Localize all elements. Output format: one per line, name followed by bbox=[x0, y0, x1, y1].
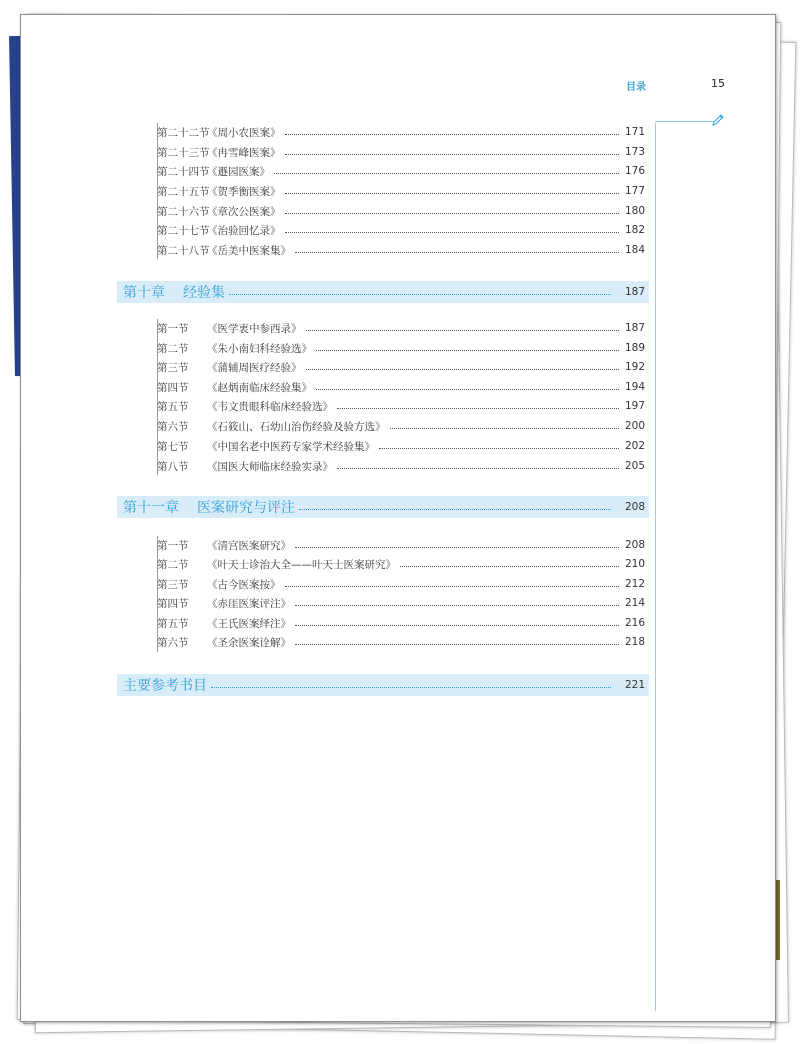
toc-entry[interactable] bbox=[157, 437, 645, 455]
section-number: 第五节 bbox=[157, 400, 189, 413]
leader-dots bbox=[295, 625, 619, 626]
chapter-number: 第十章 bbox=[123, 285, 165, 301]
section-title: 《圣余医案诠解》 bbox=[207, 636, 291, 649]
toc-entry[interactable] bbox=[157, 594, 645, 612]
section-number: 第四节 bbox=[157, 381, 189, 394]
page-number: 216 bbox=[624, 617, 645, 629]
leader-dots bbox=[390, 428, 620, 429]
section-number: 第二十三节 bbox=[157, 146, 210, 159]
section-title: 《蒲辅周医疗经验》 bbox=[207, 361, 302, 374]
section-number: 第二十八节 bbox=[157, 244, 210, 257]
leader-dots bbox=[285, 134, 620, 135]
leader-dots bbox=[316, 350, 619, 351]
section-title: 《岳美中医案集》 bbox=[207, 244, 291, 257]
chapter-heading[interactable] bbox=[117, 496, 649, 518]
toc-entry[interactable] bbox=[157, 614, 645, 632]
page-number: 202 bbox=[624, 440, 645, 452]
section-number: 第八节 bbox=[157, 460, 189, 473]
page-number: 182 bbox=[624, 224, 645, 236]
page-number: 176 bbox=[624, 165, 645, 177]
leader-dots bbox=[400, 566, 619, 567]
page-number: 221 bbox=[624, 679, 645, 691]
section-number: 第二节 bbox=[157, 558, 189, 571]
section-number: 第三节 bbox=[157, 361, 189, 374]
section-number: 第一节 bbox=[157, 539, 189, 552]
page-number: 192 bbox=[624, 361, 645, 373]
toc-entry[interactable] bbox=[157, 417, 645, 435]
section-number: 第六节 bbox=[157, 420, 189, 433]
margin-rule-top bbox=[655, 121, 715, 122]
page-number: 212 bbox=[624, 578, 645, 590]
section-number: 第七节 bbox=[157, 440, 189, 453]
toc-entry[interactable] bbox=[157, 358, 645, 376]
leader-dots bbox=[295, 547, 619, 548]
toc-entry[interactable] bbox=[157, 397, 645, 415]
section-number: 第五节 bbox=[157, 617, 189, 630]
toc-entry[interactable] bbox=[157, 123, 645, 141]
page-number: 214 bbox=[624, 597, 645, 609]
leader-dots bbox=[379, 448, 619, 449]
toc-entry[interactable] bbox=[157, 143, 645, 161]
section-title: 《国医大师临床经验实录》 bbox=[207, 460, 333, 473]
page-number: 173 bbox=[624, 146, 645, 158]
section-title: 《贺季衡医案》 bbox=[207, 185, 281, 198]
section-title: 《清宫医案研究》 bbox=[207, 539, 291, 552]
section-title: 《中国名老中医药专家学术经验集》 bbox=[207, 440, 375, 453]
leader-dots bbox=[295, 252, 619, 253]
page-number: 197 bbox=[624, 400, 645, 412]
toc-entry[interactable] bbox=[157, 536, 645, 554]
section-number: 第二十五节 bbox=[157, 185, 210, 198]
page-number: 187 bbox=[624, 322, 645, 334]
page-number: 177 bbox=[624, 185, 645, 197]
toc-entry[interactable] bbox=[157, 555, 645, 573]
page-number: 189 bbox=[624, 342, 645, 354]
toc-entry[interactable] bbox=[157, 162, 645, 180]
section-title: 《赤厓医案评注》 bbox=[207, 597, 291, 610]
section-title: 《治验回忆录》 bbox=[207, 224, 281, 237]
leader-dots bbox=[285, 213, 620, 214]
section-title: 《章次公医案》 bbox=[207, 205, 281, 218]
section-number: 第四节 bbox=[157, 597, 189, 610]
section-title: 《古今医案按》 bbox=[207, 578, 281, 591]
toc-entry[interactable] bbox=[157, 633, 645, 651]
section-number: 第一节 bbox=[157, 322, 189, 335]
toc-entry[interactable] bbox=[157, 241, 645, 259]
section-title: 《叶天士诊治大全——叶天士医案研究》 bbox=[207, 558, 396, 571]
leader-dots bbox=[295, 605, 619, 606]
running-header-title: 目录 bbox=[626, 82, 646, 93]
chapter-title: 经验集 bbox=[183, 285, 225, 301]
section-title: 《赵炳南临床经验集》 bbox=[207, 381, 312, 394]
leader-dots bbox=[285, 232, 620, 233]
toc-entry[interactable] bbox=[157, 202, 645, 220]
leader-dots bbox=[337, 468, 619, 469]
section-number: 第二十七节 bbox=[157, 224, 210, 237]
page-number: 187 bbox=[624, 286, 645, 298]
toc-entry[interactable] bbox=[157, 575, 645, 593]
chapter-heading[interactable] bbox=[117, 281, 649, 303]
toc-entry[interactable] bbox=[157, 319, 645, 337]
section-title: 《医学衷中参西录》 bbox=[207, 322, 302, 335]
page-number: 184 bbox=[624, 244, 645, 256]
toc-entry[interactable] bbox=[157, 378, 645, 396]
toc-entry[interactable] bbox=[157, 457, 645, 475]
page-number: 210 bbox=[624, 558, 645, 570]
toc-entry[interactable] bbox=[157, 182, 645, 200]
toc-page bbox=[20, 14, 776, 1022]
leader-dots bbox=[285, 193, 620, 194]
chapter-title: 医案研究与评注 bbox=[197, 500, 295, 516]
page-number: 218 bbox=[624, 636, 645, 648]
section-title: 《韦文贵眼科临床经验选》 bbox=[207, 400, 333, 413]
leader-dots bbox=[285, 154, 620, 155]
section-number: 第二十六节 bbox=[157, 205, 210, 218]
page-number: 208 bbox=[624, 501, 645, 513]
running-header-page-number: 15 bbox=[711, 77, 725, 90]
leader-dots bbox=[316, 389, 619, 390]
leader-dots bbox=[299, 509, 611, 510]
toc-entry[interactable] bbox=[157, 339, 645, 357]
section-title: 《石筱山、石幼山治伤经验及验方选》 bbox=[207, 420, 386, 433]
section-title: 《朱小南妇科经验选》 bbox=[207, 342, 312, 355]
references-heading[interactable] bbox=[117, 674, 649, 696]
leader-dots bbox=[295, 644, 619, 645]
leader-dots bbox=[229, 294, 611, 295]
page-number: 200 bbox=[624, 420, 645, 432]
leader-dots bbox=[337, 408, 619, 409]
section-number: 第二节 bbox=[157, 342, 189, 355]
page-number: 205 bbox=[624, 460, 645, 472]
page-number: 208 bbox=[624, 539, 645, 551]
chapter-number: 第十一章 bbox=[123, 500, 179, 516]
leader-dots bbox=[274, 173, 619, 174]
leader-dots bbox=[285, 586, 620, 587]
section-title: 《冉雪峰医案》 bbox=[207, 146, 281, 159]
toc-entry[interactable] bbox=[157, 221, 645, 239]
margin-rule bbox=[655, 123, 656, 1011]
leader-dots bbox=[211, 687, 611, 688]
section-number: 第六节 bbox=[157, 636, 189, 649]
section-number: 第三节 bbox=[157, 578, 189, 591]
section-title: 《王氏医案绎注》 bbox=[207, 617, 291, 630]
leader-dots bbox=[306, 369, 620, 370]
section-number: 第二十四节 bbox=[157, 165, 210, 178]
pen-icon bbox=[711, 113, 725, 127]
page-number: 180 bbox=[624, 205, 645, 217]
page-number: 194 bbox=[624, 381, 645, 393]
leader-dots bbox=[306, 330, 620, 331]
section-number: 第二十二节 bbox=[157, 126, 210, 139]
section-title: 《周小农医案》 bbox=[207, 126, 281, 139]
page-number: 171 bbox=[624, 126, 645, 138]
references-title: 主要参考书目 bbox=[123, 678, 207, 694]
section-title: 《遯园医案》 bbox=[207, 165, 270, 178]
